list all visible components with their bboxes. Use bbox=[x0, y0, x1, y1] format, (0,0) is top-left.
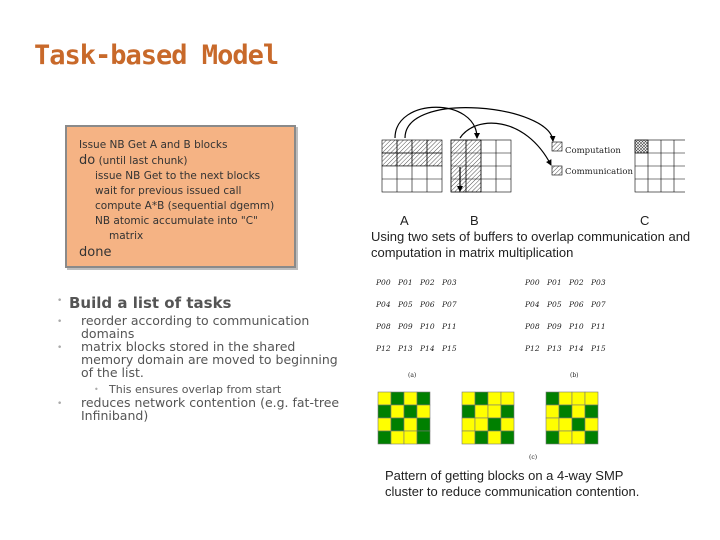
code-do-condition: (until last chunk) bbox=[98, 155, 188, 167]
processor-cell: P09 bbox=[398, 322, 413, 331]
label-grid-a: (a) bbox=[408, 372, 417, 379]
label-grid-b: (b) bbox=[570, 372, 579, 379]
bullet-marker: • bbox=[57, 399, 63, 409]
overlap-caption: Using two sets of buffers to overlap communication and computation in matrix multiplication bbox=[371, 229, 691, 260]
code-line-do bbox=[79, 153, 187, 169]
bullet-item-reorder: reorder according to communication domains bbox=[81, 313, 310, 341]
processor-cell: P11 bbox=[442, 322, 457, 331]
label-b: B bbox=[470, 213, 479, 228]
pattern-cell bbox=[501, 405, 514, 418]
processor-cell: P01 bbox=[547, 278, 562, 287]
pattern-cell bbox=[378, 405, 391, 418]
code-line-accumulate: NB atomic accumulate into "C" bbox=[95, 215, 258, 227]
pattern-cell bbox=[462, 392, 475, 405]
processor-cell: P14 bbox=[569, 344, 584, 353]
label-grid-c: (c) bbox=[529, 454, 538, 461]
pattern-cell bbox=[488, 405, 501, 418]
processor-cell: P13 bbox=[547, 344, 562, 353]
color-pattern-grids bbox=[370, 388, 690, 448]
processor-cell: P03 bbox=[442, 278, 457, 287]
pattern-cell bbox=[559, 392, 572, 405]
processor-cell: P15 bbox=[591, 344, 606, 353]
processor-cell: P15 bbox=[442, 344, 457, 353]
processor-cell: P05 bbox=[398, 300, 413, 309]
processor-cell: P09 bbox=[547, 322, 562, 331]
pattern-cell bbox=[378, 418, 391, 431]
bullet-subitem-overlap: This ensures overlap from start bbox=[109, 383, 282, 396]
processor-cell: P02 bbox=[569, 278, 584, 287]
legend-communication-label: Communication bbox=[565, 167, 633, 177]
pattern-caption: Pattern of getting blocks on a 4-way SMP cluster to reduce communication contention. bbox=[385, 468, 640, 499]
processor-cell: P08 bbox=[525, 322, 540, 331]
processor-cell: P04 bbox=[525, 300, 540, 309]
pattern-cell bbox=[572, 431, 585, 444]
code-line-issue-next: issue NB Get to the next blocks bbox=[95, 170, 261, 182]
pattern-cell bbox=[488, 431, 501, 444]
slide-title: Task-based Model bbox=[34, 40, 279, 71]
pattern-cell bbox=[404, 392, 417, 405]
pattern-cell bbox=[462, 431, 475, 444]
pattern-cell bbox=[391, 405, 404, 418]
processor-cell: P11 bbox=[591, 322, 606, 331]
legend-communication-swatch bbox=[552, 166, 562, 175]
processor-cell: P00 bbox=[376, 278, 391, 287]
pattern-cell bbox=[501, 431, 514, 444]
legend-computation-swatch bbox=[552, 142, 562, 151]
pattern-cell bbox=[475, 392, 488, 405]
processor-cell: P01 bbox=[398, 278, 413, 287]
pattern-cell bbox=[378, 431, 391, 444]
code-keyword-done: done bbox=[79, 245, 112, 260]
processor-cell: P10 bbox=[569, 322, 584, 331]
code-line-matrix: matrix bbox=[109, 230, 144, 242]
pattern-cell bbox=[488, 418, 501, 431]
pattern-cell bbox=[475, 431, 488, 444]
pattern-cell bbox=[559, 418, 572, 431]
processor-cell: P02 bbox=[420, 278, 435, 287]
label-a: A bbox=[400, 213, 409, 228]
pattern-cell bbox=[417, 405, 430, 418]
bullet-item-contention: reduces network contention (e.g. fat-tree Infiniband) bbox=[81, 395, 340, 423]
pattern-cell bbox=[572, 405, 585, 418]
pattern-cell bbox=[404, 431, 417, 444]
bullet-marker: • bbox=[94, 385, 99, 394]
bullet-marker: • bbox=[57, 296, 63, 306]
matrix-a-grid bbox=[382, 140, 442, 192]
processor-cell: P00 bbox=[525, 278, 540, 287]
arrow-a-to-b bbox=[395, 107, 477, 138]
processor-cell: P07 bbox=[591, 300, 606, 309]
pattern-cell bbox=[488, 392, 501, 405]
bullet-item-matrix-blocks: matrix blocks stored in the shared memory domain are moved to beginning of the list. bbox=[81, 339, 338, 380]
pattern-cell bbox=[378, 392, 391, 405]
pattern-cell bbox=[391, 418, 404, 431]
pattern-cell bbox=[417, 392, 430, 405]
processor-cell: P07 bbox=[442, 300, 457, 309]
processor-cell: P14 bbox=[420, 344, 435, 353]
pattern-cell bbox=[462, 405, 475, 418]
code-line-wait: wait for previous issued call bbox=[95, 185, 242, 197]
pattern-cell bbox=[585, 418, 598, 431]
pattern-cell bbox=[572, 418, 585, 431]
buffer-diagram bbox=[365, 105, 685, 200]
bullet-heading: Build a list of tasks bbox=[69, 294, 232, 312]
label-c: C bbox=[640, 213, 650, 228]
pseudocode-box bbox=[65, 125, 296, 268]
code-line-issue: Issue NB Get A and B blocks bbox=[79, 139, 228, 151]
pattern-cell bbox=[475, 405, 488, 418]
pattern-cell bbox=[546, 418, 559, 431]
pattern-cell bbox=[559, 405, 572, 418]
pattern-cell bbox=[404, 418, 417, 431]
code-keyword-do: do bbox=[79, 153, 96, 168]
pattern-cell bbox=[572, 392, 585, 405]
processor-cell: P06 bbox=[420, 300, 435, 309]
pattern-cell bbox=[585, 392, 598, 405]
pattern-cell bbox=[391, 392, 404, 405]
legend-computation-label: Computation bbox=[565, 146, 621, 156]
pattern-cell bbox=[475, 418, 488, 431]
pattern-cell bbox=[462, 418, 475, 431]
pattern-cell bbox=[546, 431, 559, 444]
processor-cell: P12 bbox=[376, 344, 391, 353]
processor-cell: P12 bbox=[525, 344, 540, 353]
pattern-cell bbox=[417, 418, 430, 431]
processor-cell: P13 bbox=[398, 344, 413, 353]
pattern-cell bbox=[501, 392, 514, 405]
pattern-cell bbox=[417, 431, 430, 444]
pattern-cell bbox=[585, 431, 598, 444]
pattern-cell bbox=[585, 405, 598, 418]
pattern-cell bbox=[501, 418, 514, 431]
code-line-compute: compute A*B (sequential dgemm) bbox=[95, 200, 275, 212]
pattern-cell bbox=[404, 405, 417, 418]
pattern-cell bbox=[546, 405, 559, 418]
pattern-cell bbox=[546, 392, 559, 405]
pattern-cell bbox=[391, 431, 404, 444]
bullet-marker: • bbox=[57, 343, 63, 353]
processor-cell: P10 bbox=[420, 322, 435, 331]
pattern-cell bbox=[559, 431, 572, 444]
bullet-marker: • bbox=[57, 317, 63, 327]
processor-cell: P04 bbox=[376, 300, 391, 309]
processor-cell: P03 bbox=[591, 278, 606, 287]
processor-cell: P06 bbox=[569, 300, 584, 309]
matrix-c-grid bbox=[635, 140, 685, 192]
processor-cell: P05 bbox=[547, 300, 562, 309]
processor-cell: P08 bbox=[376, 322, 391, 331]
